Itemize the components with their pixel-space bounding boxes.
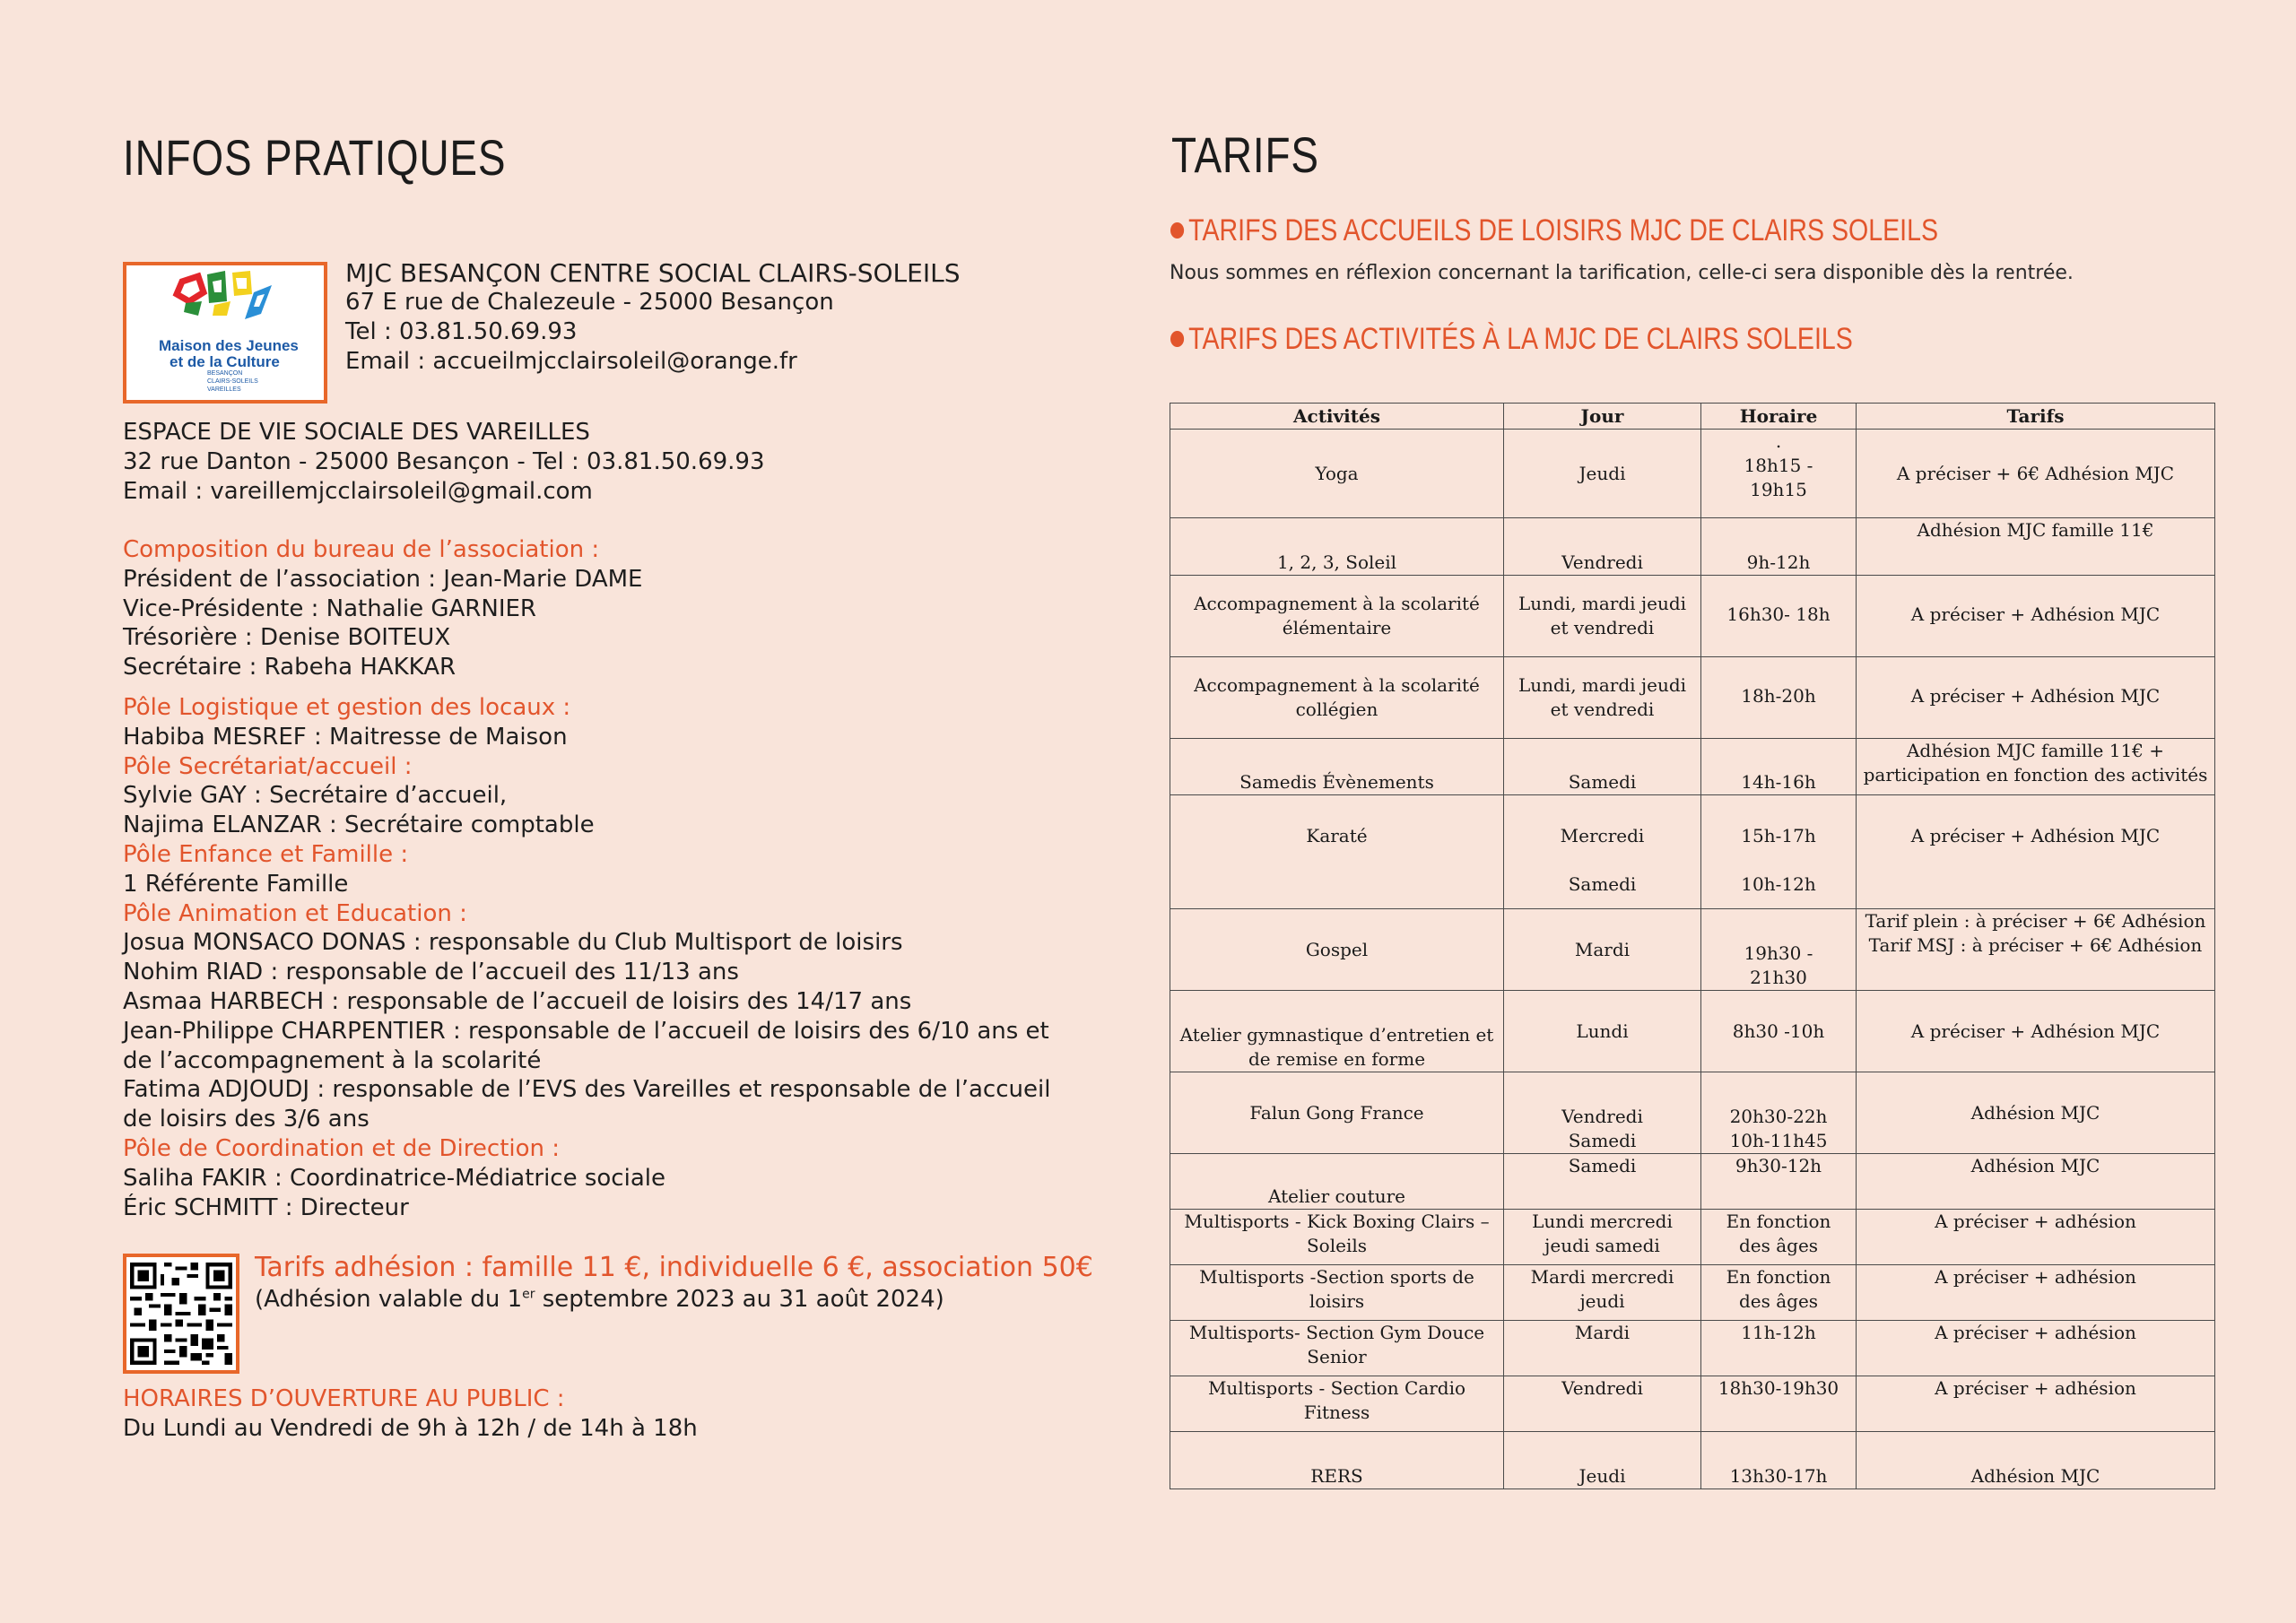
table-row	[1170, 991, 2215, 1072]
pole-secretariat-line: Sylvie GAY : Secrétaire d’accueil,	[123, 782, 508, 810]
qr-code-icon	[126, 1257, 236, 1370]
cell-tarif: A préciser + adhésion	[1857, 1265, 2215, 1321]
table-row	[1170, 795, 2215, 909]
cell-jour: Lundi, mardi jeudi et vendredi	[1504, 657, 1701, 739]
col-header-activites: Activités	[1170, 404, 1504, 430]
pole-logistique-line: Habiba MESREF : Maitresse de Maison	[123, 723, 568, 751]
cell-jour: Mardi	[1504, 1321, 1701, 1376]
cell-activite: Gospel	[1170, 909, 1504, 991]
cell-activite: RERS	[1170, 1432, 1504, 1489]
org-address: 67 E rue de Chalezeule - 25000 Besançon	[345, 289, 834, 316]
adhesion-tarifs: Tarifs adhésion : famille 11 €, individuelle 6 €, association 50€	[255, 1252, 1093, 1283]
cell-activite: 1, 2, 3, Soleil	[1170, 518, 1504, 576]
adhesion-validity	[255, 1286, 944, 1313]
espace-email: Email : vareillemjcclairsoleil@gmail.com	[123, 477, 593, 505]
section-accueils-text: Nous sommes en réflexion concernant la tarification, celle-ci sera disponible dès la rentrée.	[1170, 262, 2074, 284]
cell-tarif: A préciser + adhésion	[1857, 1210, 2215, 1265]
bureau-vice: Vice-Présidente : Nathalie GARNIER	[123, 595, 536, 622]
horaires-block	[123, 1384, 698, 1444]
cell-horaire: 11h-12h	[1701, 1321, 1857, 1376]
pole-enfance-heading: Pôle Enfance et Famille :	[123, 840, 409, 868]
cell-jour: Samedi	[1504, 739, 1701, 795]
bureau-tresoriere: Trésorière : Denise BOITEUX	[123, 624, 451, 652]
cell-horaire: 18h30-19h30	[1701, 1376, 1857, 1432]
cell-jour: Samedi	[1504, 1154, 1701, 1210]
poles-block	[123, 693, 1050, 1222]
pole-coordination-heading: Pôle de Coordination et de Direction :	[123, 1134, 561, 1162]
org-email: Email : accueilmjcclairsoleil@orange.fr	[345, 348, 797, 375]
table-row	[1170, 1072, 2215, 1154]
pole-enfance-line: 1 Référente Famille	[123, 870, 349, 898]
cell-jour: Mercredi Samedi	[1504, 795, 1701, 909]
table-row	[1170, 739, 2215, 795]
espace-address: 32 rue Danton - 25000 Besançon - Tel : 03.81.50.69.93	[123, 447, 765, 475]
tarifs-table	[1170, 403, 2215, 1489]
cell-tarif: A préciser + 6€ Adhésion MJC	[1857, 430, 2215, 518]
org-name: MJC BESANÇON CENTRE SOCIAL CLAIRS-SOLEILS	[345, 258, 961, 288]
cell-tarif: Adhésion MJC	[1857, 1072, 2215, 1154]
cell-horaire: 13h30-17h	[1701, 1432, 1857, 1489]
adhesion-validity-sup: er	[522, 1287, 535, 1302]
cell-activite: Multisports -Section sports de loisirs	[1170, 1265, 1504, 1321]
cell-horaire: . 18h15 - 19h15	[1701, 430, 1857, 518]
bullet-icon	[1170, 331, 1184, 347]
cell-horaire: 20h30-22h 10h-11h45	[1701, 1072, 1857, 1154]
cell-tarif: A préciser + Adhésion MJC	[1857, 991, 2215, 1072]
cell-horaire: 18h-20h	[1701, 657, 1857, 739]
cell-tarif: Adhésion MJC	[1857, 1432, 2215, 1489]
cell-horaire: 15h-17h 10h-12h	[1701, 795, 1857, 909]
pole-logistique-heading: Pôle Logistique et gestion des locaux :	[123, 694, 571, 721]
org-tel: Tel : 03.81.50.69.93	[345, 318, 578, 345]
horaires-text: Du Lundi au Vendredi de 9h à 12h / de 14h à 18h	[123, 1414, 698, 1442]
bureau-heading: Composition du bureau de l’association :	[123, 536, 600, 563]
qr-code[interactable]	[123, 1254, 239, 1374]
table-row	[1170, 430, 2215, 518]
cell-jour: Vendredi	[1504, 1376, 1701, 1432]
pole-animation-line: Asmaa HARBECH : responsable de l’accueil de loisirs des 14/17 ans	[123, 987, 912, 1015]
table-row	[1170, 1154, 2215, 1210]
table-row	[1170, 657, 2215, 739]
cell-activite: Accompagnement à la scolarité collégien	[1170, 657, 1504, 739]
cell-jour: Lundi mercredi jeudi samedi	[1504, 1210, 1701, 1265]
col-header-horaire: Horaire	[1701, 404, 1857, 430]
horaires-heading: HORAIRES D’OUVERTURE AU PUBLIC :	[123, 1385, 565, 1412]
contact-block	[345, 258, 960, 377]
logo-text-culture: et de la Culture	[170, 353, 280, 370]
bullet-icon	[1170, 222, 1184, 239]
cell-tarif: Adhésion MJC famille 11€	[1857, 518, 2215, 576]
cell-activite: Atelier couture	[1170, 1154, 1504, 1210]
cell-horaire: En fonction des âges	[1701, 1265, 1857, 1321]
table-row	[1170, 518, 2215, 576]
cell-tarif: Tarif plein : à préciser + 6€ Adhésion Tarif MSJ : à préciser + 6€ Adhésion	[1857, 909, 2215, 991]
section-activites-label: TARIFS DES ACTIVITÉS À LA MJC DE CLAIRS SOLEILS	[1188, 322, 1853, 356]
cell-jour: Jeudi	[1504, 1432, 1701, 1489]
cell-activite: Atelier gymnastique d’entretien et de remise en forme	[1170, 991, 1504, 1072]
espace-block	[123, 418, 765, 506]
cell-tarif: A préciser + Adhésion MJC	[1857, 795, 2215, 909]
table-row	[1170, 576, 2215, 657]
table-row	[1170, 1265, 2215, 1321]
cell-activite: Yoga	[1170, 430, 1504, 518]
cell-horaire: 8h30 -10h	[1701, 991, 1857, 1072]
cell-jour: Jeudi	[1504, 430, 1701, 518]
cell-tarif: A préciser + Adhésion MJC	[1857, 657, 2215, 739]
mjc-logo	[123, 262, 327, 404]
pole-secretariat-line: Najima ELANZAR : Secrétaire comptable	[123, 812, 595, 839]
cell-tarif: Adhésion MJC	[1857, 1154, 2215, 1210]
pole-coordination-line: Saliha FAKIR : Coordinatrice-Médiatrice sociale	[123, 1164, 665, 1192]
pole-animation-heading: Pôle Animation et Education :	[123, 899, 467, 927]
pole-animation-line: Jean-Philippe CHARPENTIER : responsable de l’accueil de loisirs des 6/10 ans et	[123, 1017, 1049, 1045]
infos-pratiques-title: INFOS PRATIQUES	[123, 129, 507, 186]
bureau-secretaire: Secrétaire : Rabeha HAKKAR	[123, 654, 457, 681]
tarifs-title: TARIFS	[1171, 126, 1319, 183]
cell-jour: Lundi	[1504, 991, 1701, 1072]
pole-animation-line: Fatima ADJOUDJ : responsable de l’EVS des Vareilles et responsable de l’accueil	[123, 1076, 1051, 1104]
cell-activite: Multisports - Kick Boxing Clairs – Soleils	[1170, 1210, 1504, 1265]
bureau-block	[123, 535, 642, 682]
logo-text-maison: Maison des Jeunes	[159, 337, 299, 354]
cell-jour: Vendredi Samedi	[1504, 1072, 1701, 1154]
section-accueils-title	[1170, 213, 1938, 248]
cell-jour: Mardi	[1504, 909, 1701, 991]
table-row	[1170, 909, 2215, 991]
table-header-row	[1170, 404, 2215, 430]
cell-activite: Multisports - Section Cardio Fitness	[1170, 1376, 1504, 1432]
cell-tarif: A préciser + Adhésion MJC	[1857, 576, 2215, 657]
cell-horaire: 14h-16h	[1701, 739, 1857, 795]
pole-animation-line: de l’accompagnement à la scolarité	[123, 1046, 542, 1074]
cell-activite: Karaté	[1170, 795, 1504, 909]
cell-activite: Accompagnement à la scolarité élémentaire	[1170, 576, 1504, 657]
cell-activite: Samedis Évènements	[1170, 739, 1504, 795]
section-activites-title	[1170, 322, 1853, 357]
cell-horaire: 19h30 - 21h30	[1701, 909, 1857, 991]
pole-animation-line: de loisirs des 3/6 ans	[123, 1106, 370, 1133]
cell-horaire: En fonction des âges	[1701, 1210, 1857, 1265]
cell-activite: Falun Gong France	[1170, 1072, 1504, 1154]
table-row	[1170, 1376, 2215, 1432]
cell-tarif: A préciser + adhésion	[1857, 1321, 2215, 1376]
cell-horaire: 16h30- 18h	[1701, 576, 1857, 657]
pole-secretariat-heading: Pôle Secrétariat/accueil :	[123, 752, 413, 780]
cell-tarif: A préciser + adhésion	[1857, 1376, 2215, 1432]
table-row	[1170, 1210, 2215, 1265]
cell-jour: Vendredi	[1504, 518, 1701, 576]
espace-name: ESPACE DE VIE SOCIALE DES VAREILLES	[123, 419, 590, 446]
pole-animation-line: Nohim RIAD : responsable de l’accueil des 11/13 ans	[123, 959, 739, 986]
cell-jour: Lundi, mardi jeudi et vendredi	[1504, 576, 1701, 657]
cell-tarif: Adhésion MJC famille 11€ + participation en fonction des activités	[1857, 739, 2215, 795]
cell-horaire: 9h-12h	[1701, 518, 1857, 576]
section-accueils-label: TARIFS DES ACCUEILS DE LOISIRS MJC DE CLAIRS SOLEILS	[1188, 213, 1939, 247]
table-row	[1170, 1432, 2215, 1489]
adhesion-validity-pre: (Adhésion valable du 1	[255, 1286, 523, 1313]
pole-coordination-line: Éric SCHMITT : Directeur	[123, 1193, 409, 1221]
col-header-tarifs: Tarifs	[1857, 404, 2215, 430]
bureau-president: Président de l’association : Jean-Marie DAME	[123, 565, 643, 593]
cell-jour: Mardi mercredi jeudi	[1504, 1265, 1701, 1321]
cell-horaire: 9h30-12h	[1701, 1154, 1857, 1210]
col-header-jour: Jour	[1504, 404, 1701, 430]
logo-text-location: BESANÇON CLAIRS-SOLEILS VAREILLES	[207, 370, 258, 393]
cell-activite: Multisports- Section Gym Douce Senior	[1170, 1321, 1504, 1376]
adhesion-validity-post: septembre 2023 au 31 août 2024)	[535, 1286, 944, 1313]
pole-animation-line: Josua MONSACO DONAS : responsable du Club Multisport de loisirs	[123, 929, 903, 957]
table-row	[1170, 1321, 2215, 1376]
